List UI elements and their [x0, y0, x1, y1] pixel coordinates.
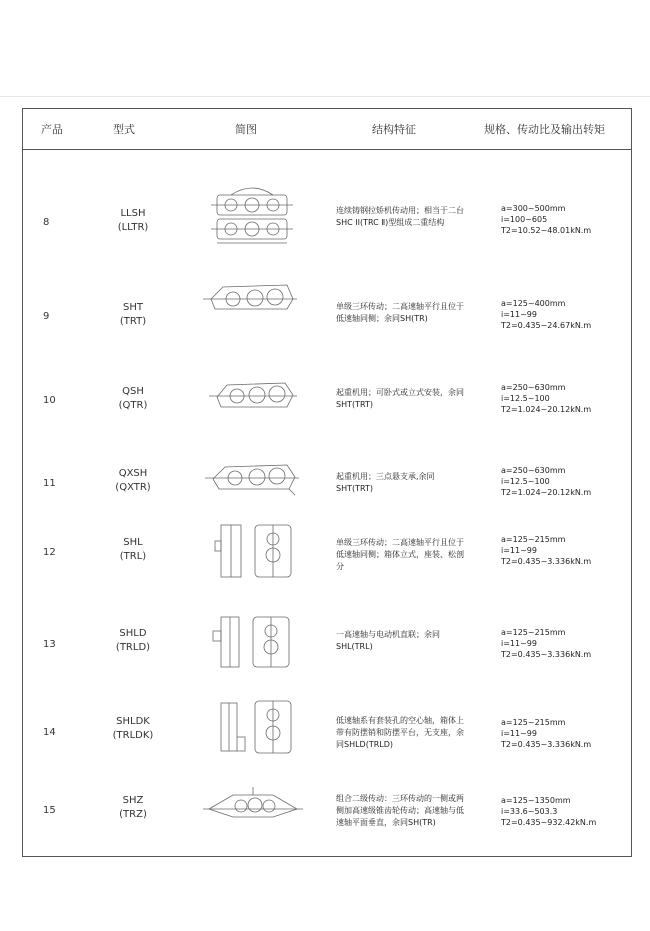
table-row — [23, 439, 631, 527]
row-number: 15 — [43, 805, 56, 816]
spec-torque: T2=0.435~3.336kN.m — [501, 650, 592, 659]
spec-center-distance: a=250~630mm — [501, 466, 566, 475]
row-model — [93, 467, 173, 495]
spec-center-distance: a=125~215mm — [501, 535, 566, 544]
gearbox-sketch — [203, 279, 297, 313]
row-model — [93, 715, 173, 743]
model-alias: (QXTR) — [115, 482, 151, 493]
row-number: 11 — [43, 478, 56, 489]
spec-torque: T2=10.52~48.01kN.m — [501, 226, 592, 235]
row-structure: 起重机用；可卧式或立式安装，余同SHT(TRT) — [336, 388, 464, 409]
row-number: 8 — [43, 217, 50, 228]
table-row — [23, 355, 631, 443]
spec-ratio: i=11~99 — [501, 729, 537, 738]
gearbox-sketch — [211, 181, 293, 251]
row-number: 14 — [43, 727, 56, 738]
spec-center-distance: a=125~1350mm — [501, 796, 571, 805]
table-row — [23, 271, 631, 359]
row-number: 13 — [43, 639, 56, 650]
row-number: 9 — [43, 311, 50, 322]
header-model: 型式 — [113, 123, 135, 136]
spec-torque: T2=0.435~24.67kN.m — [501, 321, 592, 330]
spec-center-distance: a=125~400mm — [501, 299, 566, 308]
spec-torque: T2=1.024~20.12kN.m — [501, 405, 592, 414]
page-top-rule — [0, 96, 650, 97]
gearbox-sketch — [209, 375, 297, 411]
spec-center-distance: a=250~630mm — [501, 383, 566, 392]
model-name: QXSH — [118, 468, 148, 479]
row-model — [93, 207, 173, 235]
spec-ratio: i=33.6~503.3 — [501, 807, 558, 816]
row-model — [93, 385, 173, 413]
model-alias: (TRL) — [119, 551, 147, 562]
gearbox-sketch — [211, 613, 297, 671]
model-name: SHLD — [119, 628, 147, 639]
gearbox-sketch — [213, 521, 299, 581]
row-spec — [501, 795, 631, 828]
row-structure: 起重机用；三点悬支承,余同SHT(TRT) — [336, 472, 435, 493]
row-spec — [501, 534, 631, 567]
gearbox-sketch — [203, 787, 303, 821]
model-name: SHL — [123, 537, 143, 548]
gearbox-sketch — [213, 697, 299, 759]
model-alias: (LLTR) — [117, 222, 149, 233]
product-table — [22, 108, 632, 857]
spec-center-distance: a=125~215mm — [501, 718, 566, 727]
model-alias: (TRLDK) — [112, 730, 154, 741]
spec-ratio: i=11~99 — [501, 546, 537, 555]
spec-ratio: i=100~605 — [501, 215, 548, 224]
table-row — [23, 607, 631, 695]
row-spec — [501, 298, 631, 331]
spec-torque: T2=1.024~20.12kN.m — [501, 488, 592, 497]
spec-ratio: i=11~99 — [501, 310, 537, 319]
spec-center-distance: a=300~500mm — [501, 204, 566, 213]
model-alias: (TRT) — [119, 316, 147, 327]
row-model — [93, 301, 173, 329]
model-name: SHT — [123, 302, 143, 313]
header-product: 产品 — [41, 123, 63, 136]
row-structure: 组合二级传动：三环传动的一侧或两侧加高速级锥齿轮传动；高速轴与低速轴平面垂直，余同SH(TR) — [336, 794, 464, 827]
row-number: 10 — [43, 395, 56, 406]
model-name: SHZ — [122, 795, 144, 806]
row-spec — [501, 717, 631, 750]
row-spec — [501, 382, 631, 415]
spec-ratio: i=12.5~100 — [501, 477, 550, 486]
model-alias: (TRLD) — [115, 642, 151, 653]
row-model — [93, 536, 173, 564]
row-structure: 低速轴系有套装孔的空心轴，箱体上带有防摆销和防摆平台，无支座，余同SHLD(TRLD) — [336, 716, 464, 749]
spec-ratio: i=12.5~100 — [501, 394, 550, 403]
table-row — [23, 785, 631, 873]
row-spec — [501, 465, 631, 498]
row-spec — [501, 627, 631, 660]
row-model — [93, 627, 173, 655]
spec-torque: T2=0.435~3.336kN.m — [501, 740, 592, 749]
table-row — [23, 519, 631, 607]
row-structure: 一高速轴与电动机直联；余同SHL(TRL) — [336, 630, 440, 651]
row-structure: 单级三环传动；二高速轴平行且位于低速轴同侧；余同SH(TR) — [336, 302, 464, 323]
gearbox-sketch — [205, 457, 299, 495]
header-spec: 规格、传动比及输出转矩 — [484, 123, 605, 136]
spec-center-distance: a=125~215mm — [501, 628, 566, 637]
model-name: LLSH — [120, 208, 146, 219]
row-structure: 单级三环传动；二高速轴平行且位于低速轴同侧；箱体立式，座装、松剖分 — [336, 538, 464, 571]
table-row — [23, 699, 631, 787]
table-row — [23, 171, 631, 259]
row-spec — [501, 203, 631, 236]
model-name: QSH — [122, 386, 144, 397]
spec-torque: T2=0.435~932.42kN.m — [501, 818, 597, 827]
model-name: SHLDK — [116, 716, 150, 727]
row-structure: 连续铸钢拉矫机传动用；相当于二台SHC II(TRC Ⅱ)型组成二重结构 — [336, 206, 464, 227]
row-number: 12 — [43, 547, 56, 558]
spec-torque: T2=0.435~3.336kN.m — [501, 557, 592, 566]
header-structure: 结构特征 — [372, 123, 416, 136]
row-model — [93, 794, 173, 822]
model-alias: (TRZ) — [119, 809, 147, 820]
table-header — [23, 109, 631, 150]
model-alias: (QTR) — [118, 400, 148, 411]
spec-ratio: i=11~99 — [501, 639, 537, 648]
header-sketch: 简图 — [235, 123, 257, 136]
